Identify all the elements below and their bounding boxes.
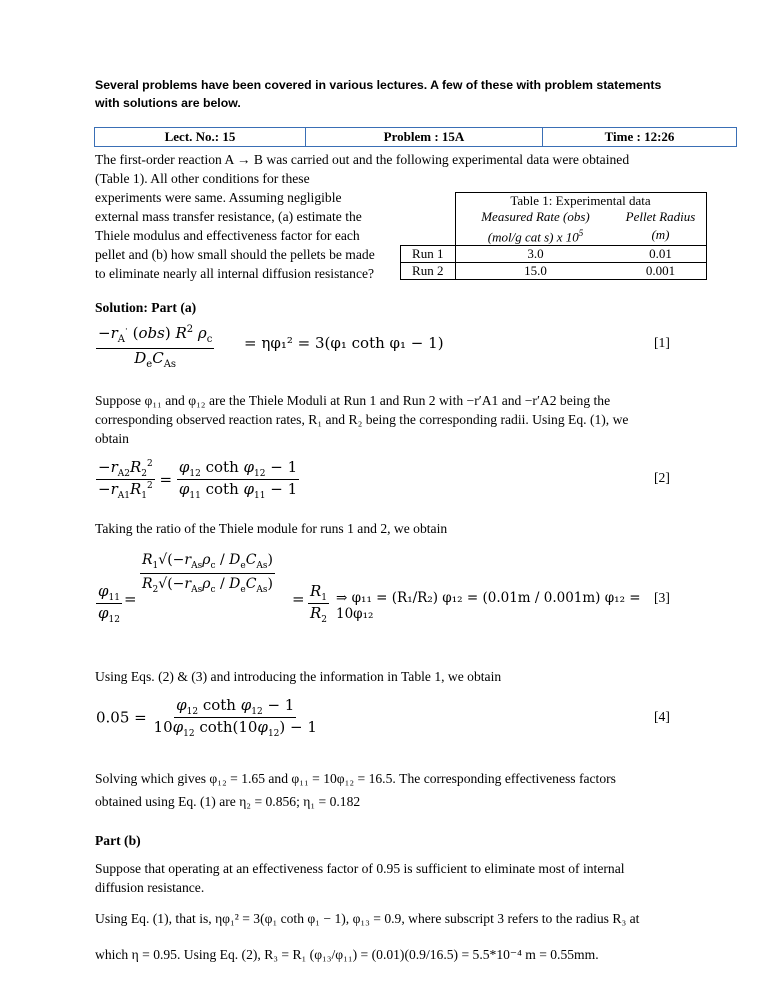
suppose-line-3: obtain	[95, 431, 129, 446]
using-text: Using Eqs. (2) & (3) and introducing the information in Table 1, we obtain	[95, 669, 502, 684]
data-table-wrapper	[400, 192, 707, 280]
part-b-heading: Part (b)	[95, 833, 141, 848]
problem-line-6: pellet and (b) how small should the pellets be made	[95, 247, 375, 262]
problem-line-7: to eliminate nearly all internal diffusion resistance?	[95, 266, 375, 281]
problem-line-1: The first-order reaction A → B was carried out and the following experimental data were obtained	[95, 152, 630, 167]
equation-4-lhs: 0.05 =	[96, 708, 147, 727]
problem-line-5: Thiele modulus and effectiveness factor for each	[95, 228, 360, 243]
row-rate: 15.0	[455, 263, 616, 280]
solving-line-2: obtained using Eq. (1) are η₂ = 0.856; η₁ = 0.182	[95, 794, 361, 809]
solution-part-a-heading: Solution: Part (a)	[95, 300, 197, 315]
time-stamp: Time : 12:26	[604, 129, 675, 144]
equation-3-rhs: ⇒ φ₁₁ = (R₁/R₂) φ₁₂ = (0.01m / 0.001m) φ₁₂ = 10φ₁₂	[336, 590, 641, 622]
row-rate: 3.0	[455, 246, 616, 263]
row-label: Run 2	[401, 263, 456, 280]
solving-line-1: Solving which gives φ₁₂ = 1.65 and φ₁₁ = 10φ₁₂ = 16.5. The corresponding effectiveness factors	[95, 771, 616, 786]
row-label: Run 1	[401, 246, 456, 263]
equation-2: $\frac{-r_{A2}R_2^2}{-r_{A1}R_1^2}$ = $\frac{\varphi_{12} \cot h \varphi_{12} - 1}{\varphi_{11} \cot h \varphi_{11} - 1}$	[98, 458, 298, 501]
problem-line-2: (Table 1). All other conditions for these	[95, 171, 310, 186]
col-radius-header: Pellet Radius	[616, 209, 707, 225]
row-radius: 0.001	[616, 263, 707, 280]
problem-line-3: experiments were same. Assuming negligible	[95, 190, 342, 205]
row-radius: 0.01	[616, 246, 707, 263]
problem-line-4: external mass transfer resistance, (a) estimate the	[95, 209, 362, 224]
part-b-line-1: Suppose that operating at an effectiveness factor of 0.95 is sufficient to eliminate most of internal	[95, 861, 625, 876]
equation-1-number: [1]	[654, 335, 670, 350]
equation-2-number: [2]	[654, 470, 670, 485]
suppose-line-2: corresponding observed reaction rates, R₁ and R₂ being the corresponding radii. Using Eq. (1), we	[95, 412, 629, 427]
data-table	[400, 192, 707, 280]
part-b-line-3: Using Eq. (1), that is, ηφ₁² = 3(φ₁ coth φ₁ − 1), φ₁₃ = 0.9, where subscript 3 refers to the radius R₃ at	[95, 911, 640, 926]
part-b-line-2: diffusion resistance.	[95, 880, 205, 895]
equation-1-rhs: = ηφ₁² = 3(φ₁ coth φ₁ − 1)	[244, 334, 444, 352]
intro-text: Several problems have been covered in various lectures. A few of these with problem statements with solutions are below.	[95, 78, 662, 110]
equation-4: 0.05 = $\frac{\varphi_{12} \cot h \varphi_{12} - 1}{10\varphi_{12} \cot h(10\varphi_{12}) - 1}$	[96, 696, 317, 739]
lecture-number: Lect. No.: 15	[95, 128, 306, 146]
problem-number: Problem : 15A	[306, 128, 543, 146]
col-rate-header: Measured Rate (obs)	[455, 209, 616, 225]
table-caption: Table 1: Experimental data	[455, 193, 706, 210]
table-row	[401, 263, 707, 280]
equation-1: $-r_A^\cdot$ (obs) $R^2$ $\rho_c$ $D_eC_{As}$ = ηφ₁² = 3(φ₁ coth φ₁ − 1)	[98, 324, 444, 370]
col-rate-units: (mol/g cat s) x $10^5$	[455, 225, 616, 246]
equation-3-number: [3]	[654, 590, 670, 605]
table-row	[401, 246, 707, 263]
equation-4-number: [4]	[654, 709, 670, 724]
suppose-line-1: Suppose φ₁₁ and φ₁₂ are the Thiele Moduli at Run 1 and Run 2 with −r′A1 and −r′A2 being the	[95, 393, 611, 408]
problem-header	[94, 127, 737, 147]
ratio-text: Taking the ratio of the Thiele module for runs 1 and 2, we obtain	[95, 521, 448, 536]
part-b-line-4: which η = 0.95. Using Eq. (2), R₃ = R₁ (φ₁₃/φ₁₁) = (0.01)(0.9/16.5) = 5.5*10⁻⁴ m = 0.55mm.	[95, 947, 599, 962]
equation-3: $\frac{\varphi_{11}}{\varphi_{12}}$ = $R_1√(-r_{As}\rho_c / D_eC_{As})$ $R_2√(-r_{As}\rho_c / D_eC_{As})$ = $\frac{R_1}{R_2}$ ⇒ φ₁₁ = (R₁/R₂) φ₁₂ = (0.01m / 0.001m) φ₁₂ = 10φ₁₂	[96, 552, 656, 652]
col-radius-units: (m)	[616, 225, 707, 246]
